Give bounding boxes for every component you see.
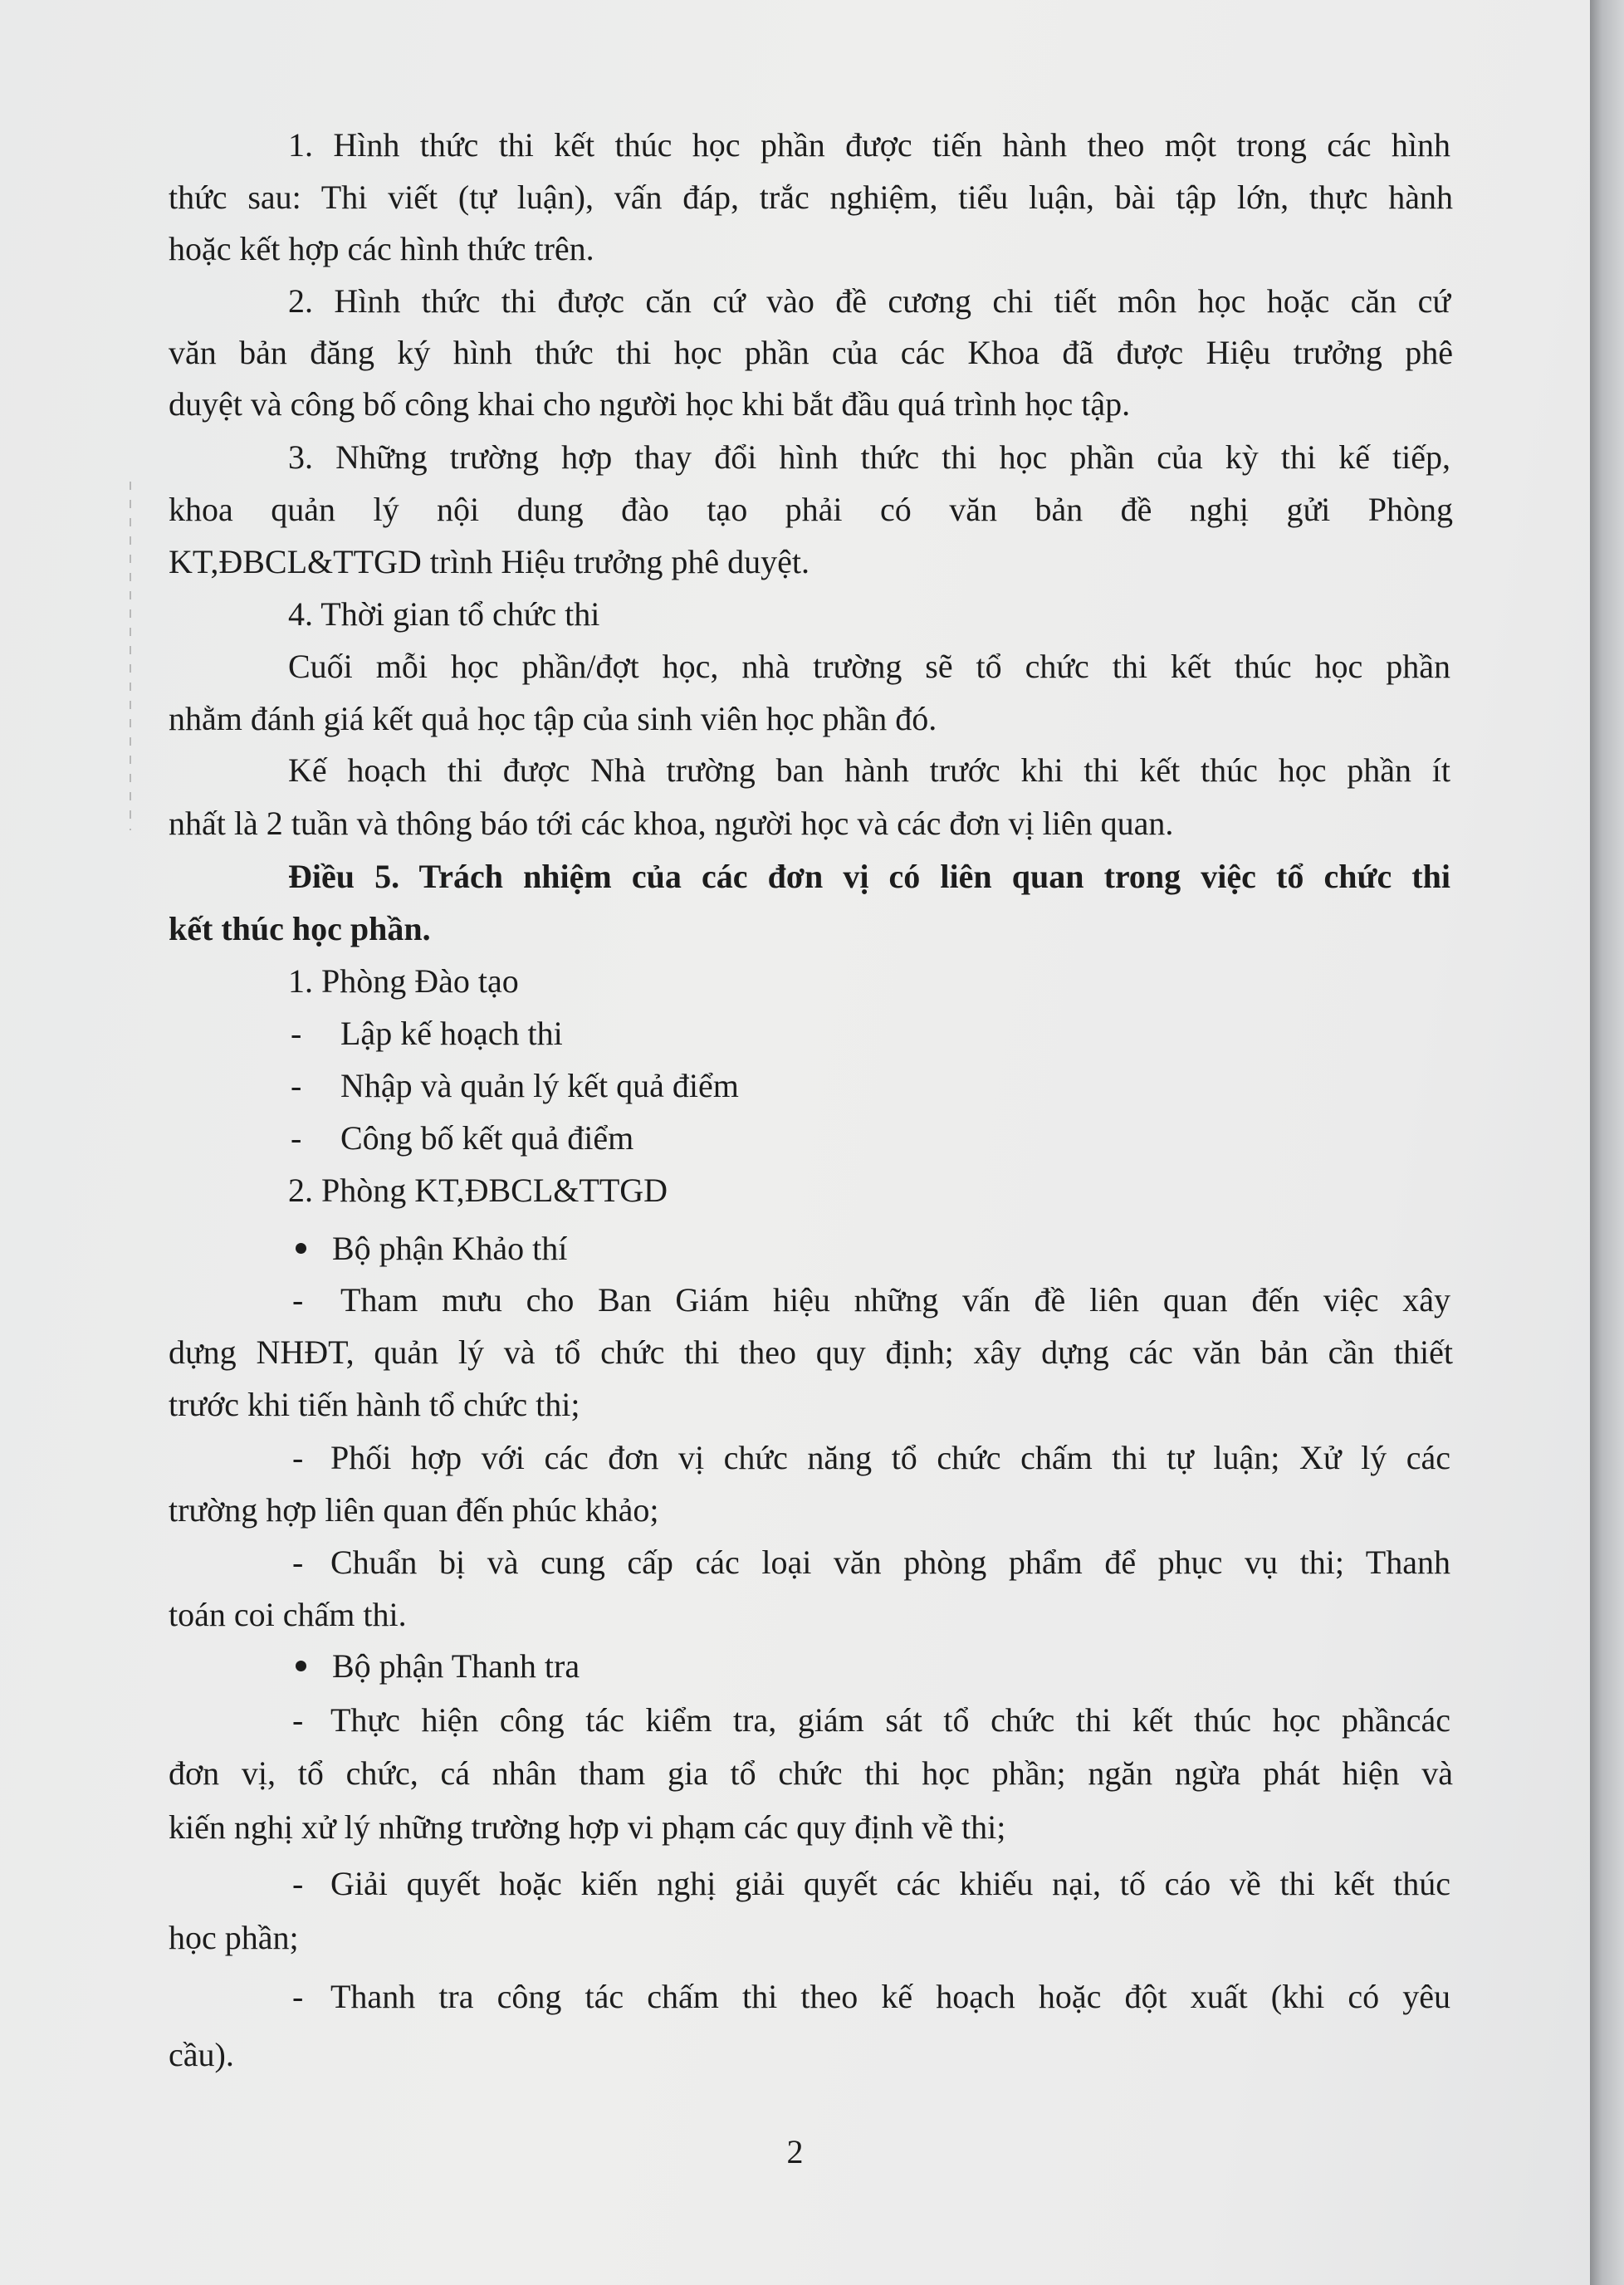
khao-thi-item-1-line-2: dựng NHĐT, quản lý và tổ chức thi theo quy định; xây dựng các văn bản cần thiết (169, 1333, 1453, 1371)
para-3-line-1: 3. Những trường hợp thay đổi hình thức thi học phần của kỳ thi kế tiếp, (288, 438, 1450, 476)
dash-marker: - (291, 1119, 302, 1157)
section-phong-dao-tao: 1. Phòng Đào tạo (288, 962, 519, 1000)
thanh-tra-item-1-line-3: kiến nghị xử lý những trường hợp vi phạm các quy định về thi; (169, 1808, 1006, 1846)
khao-thi-item-2-line-1: Phối hợp với các đơn vị chức năng tổ chức chấm thi tự luận; Xử lý các (330, 1439, 1450, 1476)
para-2-line-3: duyệt và công bố công khai cho người học khi bắt đầu quá trình học tập. (169, 385, 1131, 423)
para-1-line-3: hoặc kết hợp các hình thức trên. (169, 230, 594, 267)
subsection-thanh-tra: Bộ phận Thanh tra (332, 1647, 580, 1685)
thanh-tra-item-3-line-2: cầu). (169, 2036, 234, 2073)
subsection-khao-thi: Bộ phận Khảo thí (332, 1230, 568, 1267)
dash-marker: - (292, 1544, 304, 1581)
para-5-line-1: Cuối mỗi học phần/đợt học, nhà trường sẽ tổ chức thi kết thúc học phần (288, 648, 1450, 685)
desk-surface-edge (1590, 0, 1624, 2285)
para-2-line-2: văn bản đăng ký hình thức thi học phần của các Khoa đã được Hiệu trưởng phê (169, 334, 1453, 371)
section-phong-kt: 2. Phòng KT,ĐBCL&TTGD (288, 1172, 668, 1209)
para-2-line-1: 2. Hình thức thi được căn cứ vào đề cương chi tiết môn học hoặc căn cứ (288, 282, 1450, 320)
article-5-heading-line-1: Điều 5. Trách nhiệm của các đơn vị có liên quan trong việc tổ chức thi (288, 858, 1450, 895)
dash-marker: - (292, 1978, 304, 2015)
page-number: 2 (786, 2133, 804, 2170)
bullet-dot (296, 1661, 306, 1671)
para-4-heading: 4. Thời gian tổ chức thi (288, 595, 600, 633)
thanh-tra-item-3-line-1: Thanh tra công tác chấm thi theo kế hoạch hoặc đột xuất (khi có yêu (330, 1978, 1450, 2015)
thanh-tra-item-1-line-2: đơn vị, tổ chức, cá nhân tham gia tổ chức thi học phần; ngăn ngừa phát hiện và (169, 1754, 1453, 1792)
para-1-line-1: 1. Hình thức thi kết thúc học phần được tiến hành theo một trong các hình (288, 126, 1450, 164)
para-3-line-2: khoa quản lý nội dung đào tạo phải có văn bản đề nghị gửi Phòng (169, 491, 1453, 528)
para-3-line-3: KT,ĐBCL&TTGD trình Hiệu trưởng phê duyệt. (169, 543, 810, 580)
dash-marker: - (292, 1281, 304, 1319)
khao-thi-item-1-line-3: trước khi tiến hành tổ chức thi; (169, 1386, 580, 1423)
dash-marker: - (292, 1865, 304, 1902)
article-5-heading-line-2: kết thúc học phần. (169, 910, 431, 947)
khao-thi-item-3-line-1: Chuẩn bị và cung cấp các loại văn phòng phẩm để phục vụ thi; Thanh (330, 1544, 1450, 1581)
list-item-lap-ke-hoach: Lập kế hoạch thi (340, 1015, 563, 1052)
para-5-line-2: nhằm đánh giá kết quả học tập của sinh viên học phần đó. (169, 700, 937, 737)
dash-marker: - (292, 1701, 304, 1739)
bullet-dot (296, 1243, 306, 1254)
para-6-line-1: Kế hoạch thi được Nhà trường ban hành trước khi thi kết thúc học phần ít (288, 751, 1450, 789)
list-item-cong-bo: Công bố kết quả điểm (340, 1119, 634, 1157)
dash-marker: - (291, 1015, 302, 1052)
thanh-tra-item-2-line-1: Giải quyết hoặc kiến nghị giải quyết các khiếu nại, tố cáo về thi kết thúc (330, 1865, 1450, 1902)
khao-thi-item-1-line-1: Tham mưu cho Ban Giám hiệu những vấn đề liên quan đến việc xây (340, 1281, 1450, 1319)
khao-thi-item-2-line-2: trường hợp liên quan đến phúc khảo; (169, 1491, 659, 1529)
thanh-tra-item-2-line-2: học phần; (169, 1919, 299, 1956)
para-1-line-2: thức sau: Thi viết (tự luận), vấn đáp, trắc nghiệm, tiểu luận, bài tập lớn, thực hành (169, 179, 1453, 216)
margin-pencil-mark (130, 482, 131, 830)
dash-marker: - (292, 1439, 304, 1476)
list-item-nhap-quan-ly: Nhập và quản lý kết quả điểm (340, 1067, 739, 1104)
dash-marker: - (291, 1067, 302, 1104)
para-6-line-2: nhất là 2 tuần và thông báo tới các khoa, người học và các đơn vị liên quan. (169, 805, 1174, 842)
thanh-tra-item-1-line-1: Thực hiện công tác kiểm tra, giám sát tổ chức thi kết thúc học phầncác (330, 1701, 1450, 1739)
khao-thi-item-3-line-2: toán coi chấm thi. (169, 1596, 407, 1633)
